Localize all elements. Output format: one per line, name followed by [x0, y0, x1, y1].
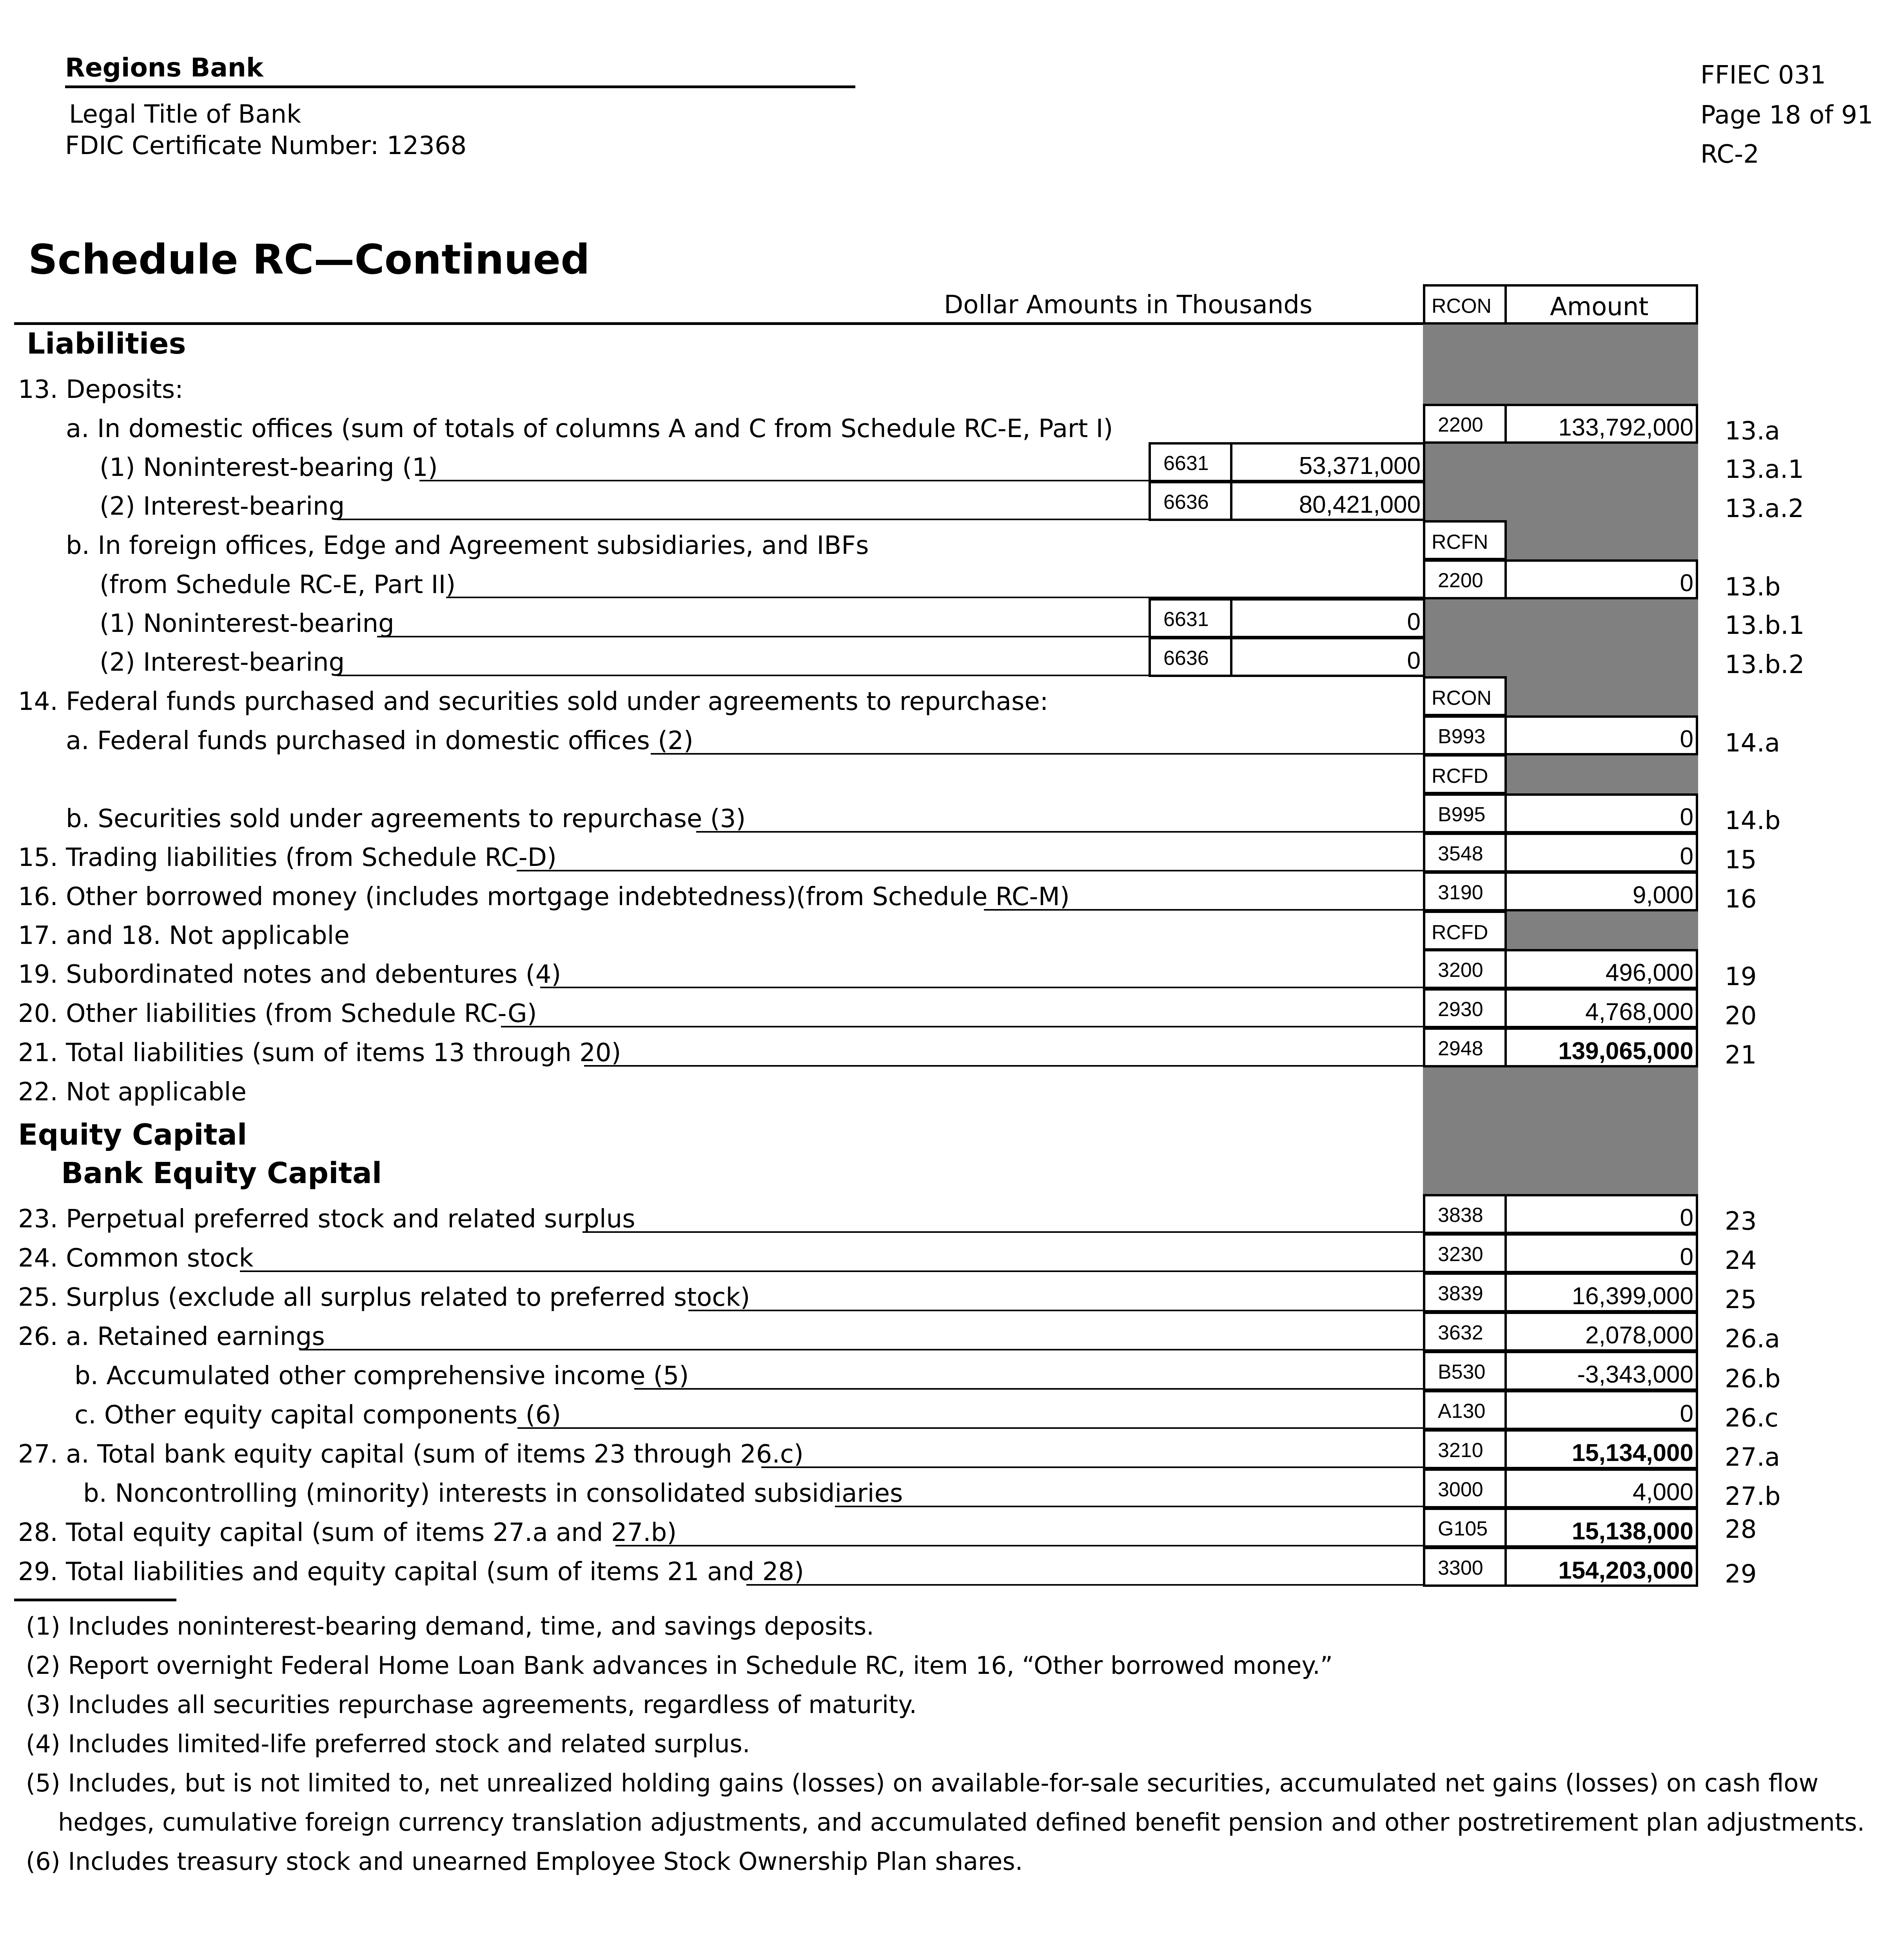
line-ref: 27.a [1725, 1443, 1780, 1472]
row-label: 23. Perpetual preferred stock and related surplus [18, 1205, 635, 1234]
item-code-cell [1423, 833, 1507, 873]
bank-name: Regions Bank [65, 53, 263, 83]
row-label: (2) Interest-bearing [100, 648, 345, 677]
prefix-header: RCON [1432, 295, 1492, 318]
row-label: (1) Noninterest-bearing [100, 609, 394, 638]
footnote: (1) Includes noninterest-bearing demand, time, and savings deposits. [26, 1612, 874, 1641]
line-ref: 13.a [1725, 417, 1780, 446]
item-code-cell [1423, 1547, 1507, 1587]
amount-value: 0 [1680, 843, 1693, 870]
row-label: 15. Trading liabilities (from Schedule RC-D) [18, 843, 557, 872]
item-code-cell [1423, 1351, 1507, 1391]
row-label: 14. Federal funds purchased and securities sold under agreements to repurchase: [18, 687, 1049, 716]
leader-line [337, 675, 1149, 676]
leader-line [517, 870, 1423, 871]
prefix-cell [1423, 911, 1507, 951]
leader-line [634, 1388, 1423, 1390]
row-label: b. In foreign offices, Edge and Agreement subsidiaries, and IBFs [66, 531, 869, 560]
prefix-cell [1423, 676, 1507, 716]
item-code: B993 [1438, 725, 1486, 748]
row-label: 22. Not applicable [18, 1078, 247, 1107]
footnote: (6) Includes treasury stock and unearned Employee Stock Ownership Plan shares. [26, 1847, 1023, 1876]
amount-field[interactable] [1504, 949, 1698, 989]
item-code: 3190 [1438, 881, 1483, 904]
amount-value: 53,371,000 [1299, 452, 1421, 479]
amount-value: 0 [1407, 608, 1421, 635]
amount-field[interactable] [1504, 1233, 1698, 1273]
prefix-rcfd: RCFD [1432, 765, 1488, 788]
amount-value: 0 [1680, 1400, 1693, 1427]
item-code-cell [1423, 871, 1507, 911]
bank-name-underline [65, 85, 855, 88]
shaded-area [1423, 1066, 1698, 1196]
row-label: 24. Common stock [18, 1244, 254, 1273]
amount-header-cell [1504, 284, 1698, 325]
amount-value: 139,065,000 [1558, 1038, 1693, 1065]
leader-line [299, 1349, 1423, 1350]
item-code: 3200 [1438, 959, 1483, 982]
leader-line [688, 1310, 1423, 1311]
amount-value: 4,000 [1632, 1479, 1693, 1506]
item-code-cell [1423, 949, 1507, 989]
item-code: 6636 [1163, 647, 1209, 670]
row-label: 29. Total liabilities and equity capital (sum of items 21 and 28) [18, 1557, 804, 1586]
prefix-cell [1423, 754, 1507, 794]
amount-field[interactable] [1504, 1390, 1698, 1430]
item-code: 6631 [1163, 608, 1209, 631]
item-code-cell [1423, 1429, 1507, 1469]
amount-field[interactable] [1504, 1272, 1698, 1312]
item-code-cell [1423, 1312, 1507, 1352]
row-label: (1) Noninterest-bearing (1) [100, 453, 438, 482]
amount-field[interactable] [1504, 793, 1698, 833]
shaded-area [1504, 520, 1698, 559]
line-ref: 14.a [1725, 729, 1780, 758]
leader-line [696, 831, 1423, 833]
line-ref: 29 [1725, 1560, 1757, 1589]
amount-value: 154,203,000 [1558, 1557, 1693, 1584]
amount-field[interactable] [1504, 1351, 1698, 1391]
line-ref: 13.a.1 [1725, 455, 1804, 484]
item-code-cell [1423, 1233, 1507, 1273]
amount-field[interactable] [1230, 442, 1425, 482]
item-code: 2200 [1438, 414, 1483, 436]
line-ref: 27.b [1725, 1482, 1781, 1511]
footnote: (3) Includes all securities repurchase agreements, regardless of maturity. [26, 1690, 917, 1719]
row-label: 17. and 18. Not applicable [18, 921, 350, 950]
leader-line [584, 1065, 1423, 1067]
amount-field[interactable] [1504, 404, 1698, 444]
item-code: 3230 [1438, 1243, 1483, 1266]
leader-line [337, 519, 1149, 520]
line-ref: 28 [1725, 1515, 1757, 1544]
item-code-cell [1149, 442, 1232, 482]
amount-value: 496,000 [1605, 959, 1693, 986]
line-ref: 24 [1725, 1246, 1757, 1275]
line-ref: 26.b [1725, 1365, 1781, 1394]
leader-line [746, 1584, 1423, 1586]
line-ref: 19 [1725, 962, 1757, 991]
footnote-rule [14, 1599, 176, 1601]
line-ref: 16 [1725, 885, 1757, 914]
item-code-cell [1423, 793, 1507, 833]
item-code: 6631 [1163, 452, 1209, 475]
leader-line [517, 1427, 1423, 1429]
amount-value: 0 [1407, 647, 1421, 674]
shaded-area [1423, 598, 1698, 676]
footnote: hedges, cumulative foreign currency translation adjustments, and accumulated defined benefit pension and other postretirement plan adjustments. [58, 1808, 1865, 1837]
amount-field[interactable] [1230, 481, 1425, 521]
amount-value: 0 [1680, 804, 1693, 831]
units-label: Dollar Amounts in Thousands [944, 290, 1313, 319]
page-number: Page 18 of 91 [1700, 101, 1873, 130]
row-label: (from Schedule RC-E, Part II) [100, 570, 456, 599]
line-ref: 25 [1725, 1285, 1757, 1314]
line-ref: 15 [1725, 846, 1757, 875]
item-code-cell [1423, 1508, 1507, 1548]
line-ref: 13.a.2 [1725, 494, 1804, 523]
leader-line [501, 1026, 1423, 1027]
item-code: 3632 [1438, 1321, 1483, 1344]
row-label: 13. Deposits: [18, 375, 183, 404]
row-label: 25. Surplus (exclude all surplus related to preferred stock) [18, 1283, 750, 1312]
row-label: 16. Other borrowed money (includes mortgage indebtedness)(from Schedule RC-M) [18, 882, 1070, 911]
shaded-area [1504, 911, 1698, 950]
amount-value: 2,078,000 [1585, 1322, 1693, 1349]
line-ref: 26.c [1725, 1404, 1778, 1433]
amount-field[interactable] [1504, 559, 1698, 599]
leader-line [419, 480, 1149, 481]
item-code: 6636 [1163, 491, 1209, 514]
amount-field[interactable] [1504, 1508, 1698, 1548]
footnote: (5) Includes, but is not limited to, net unrealized holding gains (losses) on available-for-sale securities, accumulated net gains (losses) on cash flow [26, 1769, 1819, 1797]
item-code-cell [1423, 1194, 1507, 1234]
leader-line [615, 1545, 1423, 1546]
item-code: 2948 [1438, 1037, 1483, 1060]
header-rule [14, 322, 1425, 325]
amount-field[interactable] [1504, 988, 1698, 1028]
shaded-area [1504, 676, 1698, 715]
item-code-cell [1149, 481, 1232, 521]
amount-field[interactable] [1504, 871, 1698, 911]
row-label: b. Securities sold under agreements to repurchase (3) [66, 804, 746, 833]
amount-value: 0 [1680, 1204, 1693, 1231]
amount-field[interactable] [1504, 1429, 1698, 1469]
leader-line [583, 1231, 1423, 1233]
amount-value: 9,000 [1632, 882, 1693, 909]
line-ref: 13.b.2 [1725, 650, 1805, 679]
shaded-area [1504, 754, 1698, 793]
amount-field[interactable] [1504, 1194, 1698, 1234]
row-label: (2) Interest-bearing [100, 492, 345, 521]
row-label: 26. a. Retained earnings [18, 1322, 325, 1351]
amount-field[interactable] [1504, 715, 1698, 755]
section-liabilities: Liabilities [27, 327, 186, 361]
prefix-cell [1423, 520, 1507, 560]
item-code: G105 [1438, 1517, 1488, 1540]
line-ref: 26.a [1725, 1325, 1780, 1354]
leader-line [761, 1466, 1423, 1468]
item-code: 2200 [1438, 569, 1483, 592]
row-label: b. Accumulated other comprehensive income (5) [74, 1361, 689, 1390]
item-code: 3548 [1438, 842, 1483, 865]
amount-value: 80,421,000 [1299, 491, 1421, 518]
item-code: B530 [1438, 1361, 1486, 1383]
item-code: B995 [1438, 803, 1486, 826]
amount-value: -3,343,000 [1577, 1361, 1693, 1388]
prefix-header-cell [1423, 284, 1507, 325]
row-label: c. Other equity capital components (6) [74, 1401, 561, 1430]
item-code-cell [1423, 404, 1507, 444]
row-label: a. Federal funds purchased in domestic offices (2) [66, 726, 693, 755]
item-code: A130 [1438, 1400, 1486, 1423]
leader-line [377, 636, 1149, 637]
row-label: 28. Total equity capital (sum of items 27.a and 27.b) [18, 1518, 677, 1547]
item-code: 3210 [1438, 1439, 1483, 1462]
amount-header: Amount [1550, 292, 1649, 321]
prefix-rcon: RCON [1432, 687, 1492, 710]
line-ref: 21 [1725, 1041, 1757, 1070]
legal-title-label: Legal Title of Bank [69, 100, 301, 129]
row-label: 21. Total liabilities (sum of items 13 through 20) [18, 1038, 621, 1067]
schedule-code: RC-2 [1700, 140, 1759, 169]
line-ref: 20 [1725, 1002, 1757, 1031]
fdic-certificate-number: FDIC Certificate Number: 12368 [65, 131, 467, 160]
item-code: 3300 [1438, 1557, 1483, 1579]
amount-field[interactable] [1504, 1468, 1698, 1508]
footnote: (2) Report overnight Federal Home Loan Bank advances in Schedule RC, item 16, “Other borrowed money.” [26, 1651, 1333, 1680]
amount-field[interactable] [1504, 833, 1698, 873]
amount-value: 133,792,000 [1558, 414, 1693, 441]
item-code-cell [1423, 1390, 1507, 1430]
amount-value: 0 [1680, 1243, 1693, 1270]
shaded-area [1423, 325, 1698, 405]
item-code-cell [1423, 559, 1507, 599]
amount-field[interactable] [1230, 598, 1425, 638]
footnote: (4) Includes limited-life preferred stock and related surplus. [26, 1730, 750, 1758]
line-ref: 23 [1725, 1207, 1757, 1236]
item-code-cell [1423, 715, 1507, 755]
amount-field[interactable] [1230, 637, 1425, 677]
amount-value: 16,399,000 [1572, 1283, 1693, 1310]
row-label: b. Noncontrolling (minority) interests in consolidated subsidiaries [83, 1479, 903, 1508]
row-label: 20. Other liabilities (from Schedule RC-G) [18, 999, 537, 1028]
amount-field[interactable] [1504, 1027, 1698, 1067]
line-ref: 13.b.1 [1725, 611, 1805, 640]
item-code: 3000 [1438, 1478, 1483, 1501]
item-code-cell [1149, 637, 1232, 677]
prefix-rcfn: RCFN [1432, 531, 1488, 554]
amount-value: 0 [1680, 570, 1693, 597]
item-code-cell [1423, 1027, 1507, 1067]
amount-value: 15,138,000 [1572, 1518, 1693, 1545]
item-code: 3838 [1438, 1204, 1483, 1227]
row-label: 27. a. Total bank equity capital (sum of items 23 through 26.c) [18, 1440, 804, 1469]
row-label: 19. Subordinated notes and debentures (4) [18, 960, 561, 989]
leader-line [835, 1506, 1423, 1507]
row-label: a. In domestic offices (sum of totals of columns A and C from Schedule RC-E, Part I) [66, 414, 1113, 443]
amount-field[interactable] [1504, 1312, 1698, 1352]
section-bank-equity-capital: Bank Equity Capital [61, 1156, 382, 1190]
leader-line [651, 753, 1423, 755]
amount-value: 15,134,000 [1572, 1439, 1693, 1466]
leader-line [240, 1270, 1423, 1272]
section-equity-capital: Equity Capital [18, 1118, 247, 1152]
line-ref: 13.b [1725, 573, 1781, 602]
page-title: Schedule RC—Continued [28, 236, 590, 283]
item-code-cell [1423, 1468, 1507, 1508]
prefix-rcfd: RCFD [1432, 921, 1488, 944]
item-code-cell [1149, 598, 1232, 638]
leader-line [540, 987, 1423, 988]
item-code: 2930 [1438, 998, 1483, 1021]
amount-field[interactable] [1504, 1547, 1698, 1587]
shaded-area [1423, 442, 1698, 520]
leader-line [984, 909, 1423, 911]
item-code: 3839 [1438, 1282, 1483, 1305]
item-code-cell [1423, 988, 1507, 1028]
amount-value: 0 [1680, 726, 1693, 753]
form-number: FFIEC 031 [1700, 61, 1826, 90]
line-ref: 14.b [1725, 806, 1781, 835]
amount-value: 4,768,000 [1585, 998, 1693, 1025]
item-code-cell [1423, 1272, 1507, 1312]
